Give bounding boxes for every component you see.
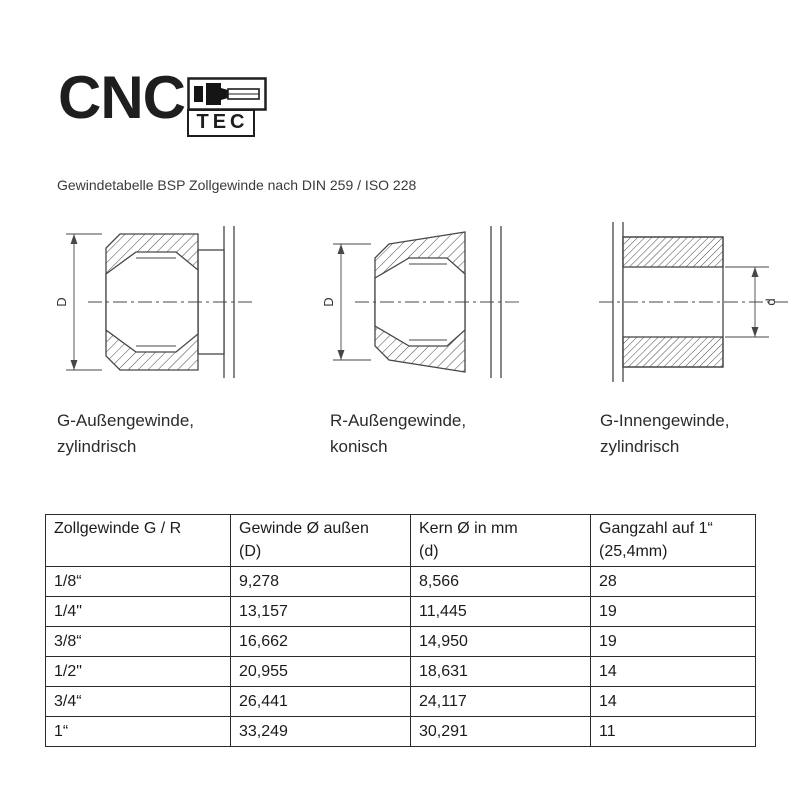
internal-thread-band [623, 237, 723, 267]
table-row [46, 567, 756, 597]
table-cell: 24,117 [411, 687, 591, 717]
arrowhead-icon [752, 267, 759, 277]
table-row [46, 657, 756, 687]
dimension-label: D [321, 297, 336, 307]
table-cell: 9,278 [231, 567, 411, 597]
table-cell: 16,662 [231, 627, 411, 657]
header-line: Gewinde Ø außen [239, 520, 369, 537]
table-cell: 19 [591, 597, 756, 627]
table-cell: 28 [591, 567, 756, 597]
table-cell: 8,566 [411, 567, 591, 597]
arrowhead-icon [71, 234, 78, 244]
caption-line: R-Außengewinde, [330, 411, 467, 430]
logo-text-cnc: CNC [58, 64, 185, 131]
caption-line: zylindrisch [57, 436, 137, 456]
table-row [46, 687, 756, 717]
table-row [46, 717, 756, 747]
logo [58, 64, 267, 137]
table-cell: 14,950 [411, 627, 591, 657]
drawing-g-internal-cylindrical [585, 212, 800, 392]
header-line: Kern Ø in mm [419, 520, 518, 537]
logo-text-tec: TEC [187, 109, 255, 137]
table-cell: 1/8“ [46, 567, 231, 597]
drawing-r-external-tapered [315, 212, 545, 392]
table-cell: 20,955 [231, 657, 411, 687]
table-cell: 18,631 [411, 657, 591, 687]
dimension-label: d [763, 298, 778, 306]
table-cell: 11,445 [411, 597, 591, 627]
toolholder-icon [187, 77, 267, 111]
table-cell: 1/4" [46, 597, 231, 627]
table-cell: 13,157 [231, 597, 411, 627]
table-cell: 14 [591, 687, 756, 717]
caption-line: zylindrisch [600, 436, 680, 456]
header-line: (D) [239, 543, 262, 561]
column-header-gangzahl [591, 515, 756, 567]
table-cell: 1“ [46, 717, 231, 747]
column-header-kern [411, 515, 591, 567]
caption-line: G-Außengewinde, [57, 411, 195, 430]
dimension-label: D [54, 297, 69, 307]
header-line: (d) [419, 543, 439, 561]
caption-g-external [57, 408, 194, 459]
table-row [46, 597, 756, 627]
table-row [46, 627, 756, 657]
header-line: Zollgewinde G / R [54, 520, 182, 537]
table-cell: 3/4“ [46, 687, 231, 717]
table-cell: 33,249 [231, 717, 411, 747]
arrowhead-icon [71, 360, 78, 370]
table-cell: 26,441 [231, 687, 411, 717]
table-cell: 11 [591, 717, 756, 747]
logo-right-block [187, 77, 267, 137]
table-cell: 1/2" [46, 657, 231, 687]
table-cell: 19 [591, 627, 756, 657]
drawing-g-external-cylindrical [48, 212, 278, 392]
arrowhead-icon [338, 244, 345, 254]
column-header-zollgewinde [46, 515, 231, 567]
table-cell: 30,291 [411, 717, 591, 747]
column-header-gewinde-aussen [231, 515, 411, 567]
caption-r-external [330, 408, 466, 459]
page-title: Gewindetabelle BSP Zollgewinde nach DIN 259 / ISO 228 [57, 177, 417, 193]
internal-thread-band [623, 337, 723, 367]
caption-line: konisch [330, 436, 388, 456]
table-header-row [46, 515, 756, 567]
header-line: Gangzahl auf 1“ [599, 520, 713, 537]
table-cell: 14 [591, 657, 756, 687]
header-line: (25,4mm) [599, 543, 668, 561]
table-cell: 3/8“ [46, 627, 231, 657]
arrowhead-icon [752, 327, 759, 337]
caption-g-internal [600, 408, 729, 459]
arrowhead-icon [338, 350, 345, 360]
thread-table [45, 514, 756, 747]
caption-line: G-Innengewinde, [600, 411, 730, 430]
